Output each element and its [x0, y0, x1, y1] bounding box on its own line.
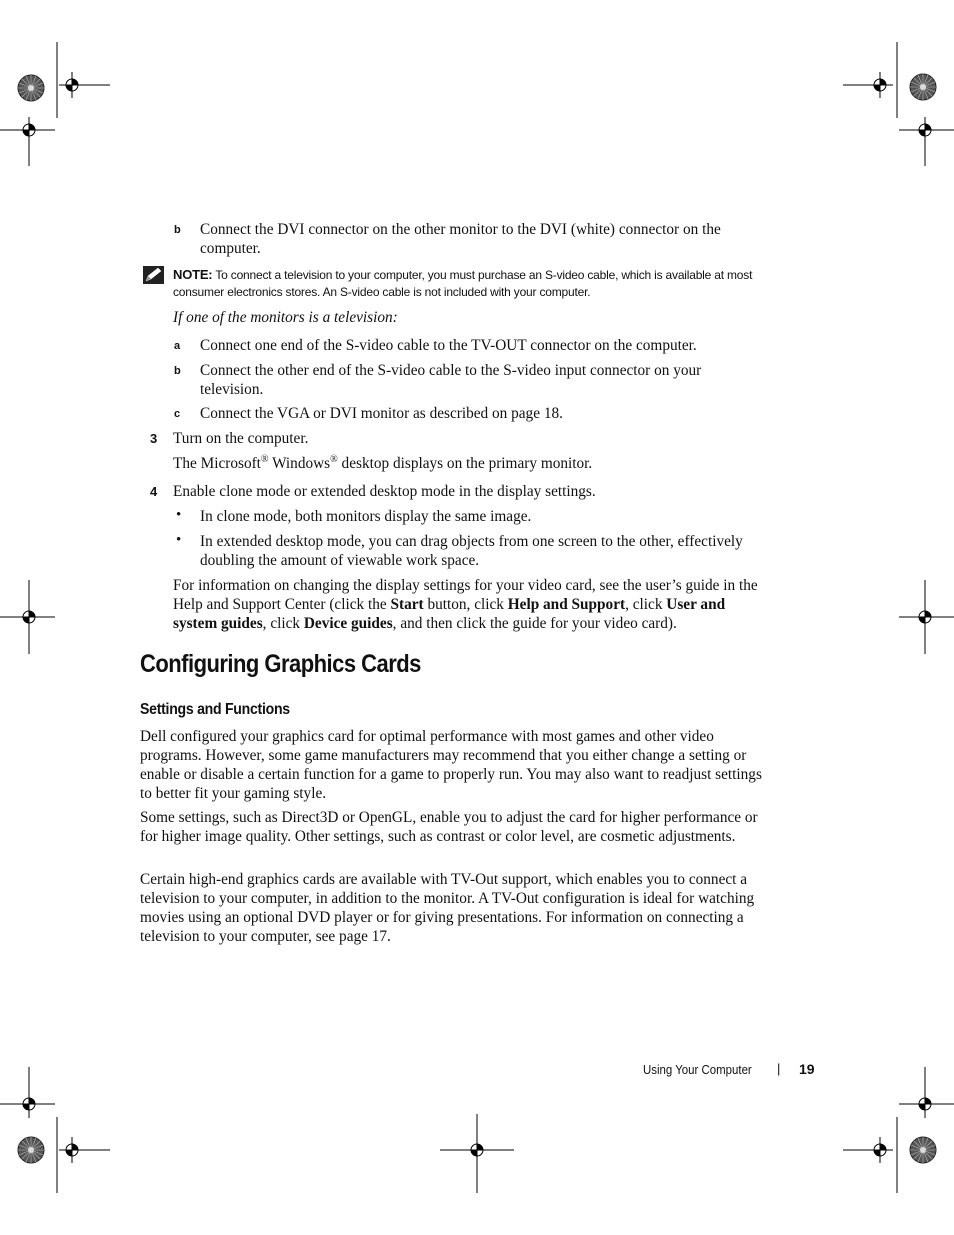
footer-chapter: Using Your Computer	[643, 1062, 752, 1077]
paragraph-2: Some settings, such as Direct3D or OpenGL, enable you to adjust the card for higher performance or for higher image quality. Other settings, such as contrast or color level, are cosmetic adjustments.	[140, 809, 758, 845]
tv-step-a-text: Connect one end of the S-video cable to the TV-OUT connector on the computer.	[200, 337, 697, 354]
footer-separator: |	[777, 1061, 781, 1076]
tv-step-c-text: Connect the VGA or DVI monitor as described on page 18.	[200, 405, 563, 422]
paragraph-3: Certain high-end graphics cards are available with TV-Out support, which enables you to connect a television to your computer, in addition to the monitor. A TV-Out configuration is ideal for watching movies using an optional DVD player or for giving presentations. For information on connecting a television to your computer, see page 17.	[140, 871, 755, 945]
info-text-1: For information on changing the display settings for your video card, see the user’s guide in the Help and Support Center (click the	[173, 577, 758, 613]
windows-text: Windows	[268, 455, 331, 472]
device-guides-ui-label: Device guides	[303, 615, 393, 632]
step-3-text: Turn on the computer.	[173, 430, 309, 447]
tv-case-intro: If one of the monitors is a television:	[173, 309, 398, 326]
subsection-title: Settings and Functions	[140, 701, 290, 718]
bullet-clone-mode: In clone mode, both monitors display the same image.	[200, 508, 532, 525]
step-4-text: Enable clone mode or extended desktop mode in the display settings.	[173, 483, 596, 500]
step-b-text: Connect the DVI connector on the other monitor to the DVI (white) connector on the computer.	[200, 221, 721, 257]
bullet-icon: •	[176, 507, 182, 523]
info-text-3: , click	[625, 596, 667, 613]
page-number: 19	[799, 1061, 815, 1077]
step-number-3: 3	[150, 431, 158, 446]
step-letter-b: b	[174, 365, 181, 377]
registered-mark: ®	[260, 453, 269, 465]
paragraph-1: Dell configured your graphics card for optimal performance with most games and other video programs. However, some game manufacturers may recommend that you either change a setting or enable or disable a certain function for a game to properly run. You may also want to readjust settings to better fit your gaming style.	[140, 728, 762, 802]
info-text-2: button, click	[423, 596, 508, 613]
note-text: To connect a television to your computer, you must purchase an S-video cable, which is available at most consumer electronics stores. An S-video cable is not included with your computer.	[173, 268, 753, 299]
desktop-text: desktop displays on the primary monitor.	[337, 455, 593, 472]
registered-mark: ®	[330, 453, 338, 465]
section-title: Configuring Graphics Cards	[140, 650, 421, 678]
tv-step-b-text: Connect the other end of the S-video cable to the S-video input connector on your television.	[200, 362, 702, 398]
start-ui-label: Start	[390, 596, 424, 613]
note-block	[173, 266, 763, 301]
microsoft-text: The Microsoft	[173, 455, 261, 472]
note-label: NOTE:	[173, 267, 213, 282]
note-pencil-icon	[142, 265, 165, 285]
step-number-4: 4	[150, 484, 158, 499]
step-letter-b: b	[174, 224, 181, 236]
info-text-5: , and then click the guide for your video card).	[392, 615, 677, 632]
info-text-4: , click	[262, 615, 304, 632]
bullet-extended-mode: In extended desktop mode, you can drag objects from one screen to the other, effectively doubling the amount of viewable work space.	[200, 533, 743, 569]
step-3-result	[173, 454, 592, 473]
step-letter-c: c	[174, 408, 181, 420]
user-guides-ui-label: User and system guides	[173, 596, 726, 632]
bullet-icon: •	[176, 532, 182, 548]
display-settings-info	[173, 576, 763, 633]
step-letter-a: a	[174, 340, 181, 352]
help-support-ui-label: Help and Support	[507, 596, 626, 613]
